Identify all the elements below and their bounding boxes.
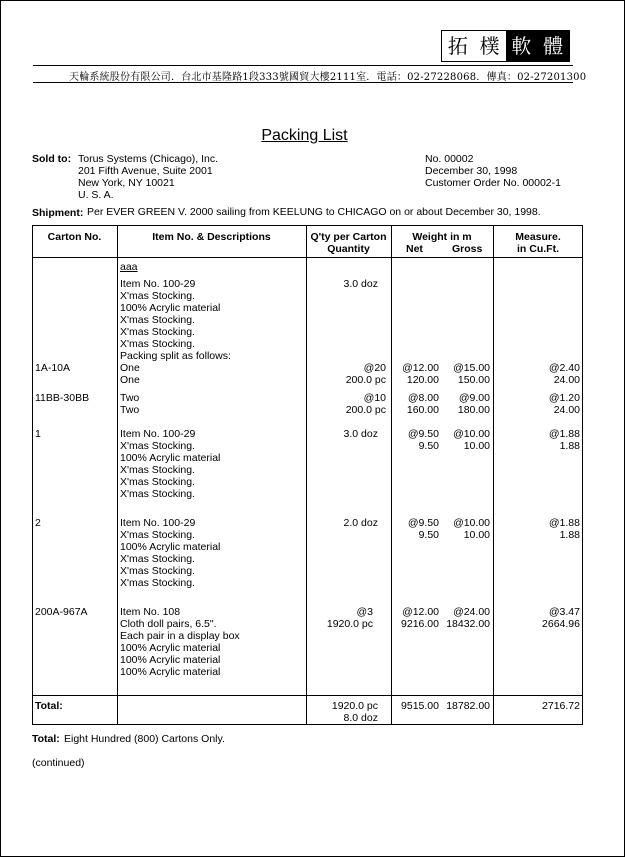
column-divider bbox=[306, 225, 307, 725]
header-weight: Weight in m bbox=[412, 231, 472, 243]
measure-line: 24.00 bbox=[553, 404, 580, 416]
column-divider bbox=[117, 225, 118, 725]
total-words-label: Total: bbox=[32, 733, 60, 745]
item-line: X'mas Stocking. bbox=[120, 290, 195, 302]
item-line: Item No. 100-29 bbox=[120, 428, 196, 440]
net-weight-line: 120.00 bbox=[406, 374, 439, 386]
item-line: 100% Acrylic material bbox=[120, 302, 221, 314]
item-description bbox=[120, 517, 220, 589]
net-weight-line: 9.50 bbox=[418, 529, 439, 541]
quantity-cell bbox=[306, 606, 373, 630]
net-weight-cell bbox=[391, 428, 439, 452]
item-line: X'mas Stocking. bbox=[120, 529, 195, 541]
shipment-label: Shipment: bbox=[32, 207, 84, 219]
item-line: X'mas Stocking. bbox=[120, 488, 195, 500]
item-line: X'mas Stocking. bbox=[120, 476, 195, 488]
item-line: 100% Acrylic material bbox=[120, 654, 221, 666]
header-qty-per-carton: Q'ty per Carton bbox=[310, 231, 387, 243]
header-cu-ft: in Cu.Ft. bbox=[517, 243, 559, 255]
total-words-text: Eight Hundred (800) Cartons Only. bbox=[64, 733, 225, 745]
gross-weight-cell bbox=[441, 392, 490, 416]
net-weight-line: @12.00 bbox=[402, 362, 439, 374]
sold-to-line: Torus Systems (Chicago), Inc. bbox=[78, 153, 219, 165]
continued-note: (continued) bbox=[32, 757, 85, 769]
document-title: Packing List bbox=[261, 127, 348, 144]
column-divider bbox=[493, 225, 494, 725]
header-rule-bottom bbox=[33, 82, 573, 83]
measure-line: 1.88 bbox=[559, 529, 580, 541]
document-info bbox=[425, 153, 561, 189]
shipment-text: Per EVER GREEN V. 2000 sailing from KEELUNG to CHICAGO on or about December 30, 1998. bbox=[87, 206, 541, 218]
quantity-cell bbox=[306, 392, 386, 416]
quantity-cell bbox=[306, 362, 386, 386]
measure-line: @1.88 bbox=[548, 517, 580, 529]
total-gross-weight: 18782.00 bbox=[446, 700, 490, 712]
item-line: X'mas Stocking. bbox=[120, 553, 195, 565]
net-weight-cell bbox=[391, 517, 439, 541]
quantity-cell: 3.0 doz bbox=[343, 428, 378, 440]
item-line: Two bbox=[120, 404, 140, 416]
shipping-mark: aaa bbox=[120, 261, 138, 273]
customer-order-number: Customer Order No. 00002-1 bbox=[425, 177, 561, 189]
total-quantity-line: 8.0 doz bbox=[343, 712, 378, 724]
gross-weight-line: @10.00 bbox=[453, 517, 490, 529]
gross-weight-line: 18432.00 bbox=[446, 618, 490, 630]
header-carton-no: Carton No. bbox=[47, 231, 102, 243]
gross-weight-line: 10.00 bbox=[463, 440, 490, 452]
item-line: X'mas Stocking. bbox=[120, 338, 195, 350]
measure-line: @3.47 bbox=[548, 606, 580, 618]
measure-line: @2.40 bbox=[548, 362, 580, 374]
item-line: 100% Acrylic material bbox=[120, 541, 221, 553]
net-weight-line: 9216.00 bbox=[401, 618, 439, 630]
logo-char-3: 軟 bbox=[506, 31, 538, 61]
measure-cell bbox=[493, 428, 580, 452]
quantity-line: 200.0 pc bbox=[345, 404, 386, 416]
logo-char-1: 拓 bbox=[447, 34, 468, 58]
carton-number: 1 bbox=[35, 428, 41, 440]
quantity-line: @20 bbox=[363, 362, 386, 374]
header-quantity: Quantity bbox=[327, 243, 370, 255]
net-weight-line: @9.50 bbox=[407, 428, 439, 440]
sold-to-address bbox=[78, 153, 218, 201]
measure-cell bbox=[493, 517, 580, 541]
measure-cell bbox=[493, 392, 580, 416]
net-weight-line: 160.00 bbox=[406, 404, 439, 416]
item-line: 100% Acrylic material bbox=[120, 666, 221, 678]
measure-line: @1.20 bbox=[548, 392, 580, 404]
gross-weight-cell bbox=[441, 428, 490, 452]
total-measure: 2716.72 bbox=[542, 700, 580, 712]
table-total-label: Total: bbox=[35, 700, 63, 712]
item-line: X'mas Stocking. bbox=[120, 314, 195, 326]
item-line: Item No. 100-29 bbox=[120, 517, 196, 529]
document-number: No. 00002 bbox=[425, 153, 474, 165]
gross-weight-line: @15.00 bbox=[453, 362, 490, 374]
sold-to-line: New York, NY 10021 bbox=[78, 177, 175, 189]
header-net: Net bbox=[406, 243, 423, 255]
net-weight-cell bbox=[391, 362, 439, 386]
item-line: Two bbox=[120, 392, 140, 404]
quantity-cell: 3.0 doz bbox=[343, 278, 378, 290]
measure-line: 1.88 bbox=[559, 440, 580, 452]
document-date: December 30, 1998 bbox=[425, 165, 518, 177]
header-item-descriptions: Item No. & Descriptions bbox=[152, 231, 271, 243]
carton-number: 11BB-30BB bbox=[35, 392, 90, 404]
gross-weight-line: 180.00 bbox=[457, 404, 490, 416]
quantity-cell: 2.0 doz bbox=[343, 517, 378, 529]
total-quantity-line: 1920.0 pc bbox=[331, 700, 378, 712]
header-row-divider bbox=[32, 257, 583, 258]
company-logo bbox=[441, 30, 570, 62]
item-line: 100% Acrylic material bbox=[120, 452, 221, 464]
total-row-divider bbox=[32, 695, 583, 696]
item-line: 100% Acrylic material bbox=[120, 642, 221, 654]
carton-number: 200A-967A bbox=[35, 606, 88, 618]
item-line: Each pair in a display box bbox=[120, 630, 240, 642]
quantity-line: 200.0 pc bbox=[345, 374, 386, 386]
measure-cell bbox=[493, 606, 580, 630]
sold-to-line: U. S. A. bbox=[78, 189, 114, 201]
logo-char-2: 樸 bbox=[479, 34, 500, 58]
item-description bbox=[120, 392, 139, 416]
header-measure: Measure. bbox=[515, 231, 561, 243]
carton-number: 2 bbox=[35, 517, 41, 529]
sold-to-label: Sold to: bbox=[32, 153, 72, 165]
net-weight-line: @9.50 bbox=[407, 517, 439, 529]
item-description bbox=[120, 362, 140, 386]
total-net-weight: 9515.00 bbox=[401, 700, 439, 712]
net-weight-cell bbox=[391, 392, 439, 416]
measure-line: 2664.96 bbox=[542, 618, 580, 630]
item-line: Item No. 100-29 bbox=[120, 278, 196, 290]
net-weight-line: 9.50 bbox=[418, 440, 439, 452]
net-weight-cell bbox=[391, 606, 439, 630]
item-line: X'mas Stocking. bbox=[120, 326, 195, 338]
item-line: Cloth doll pairs, 6.5". bbox=[120, 618, 217, 630]
gross-weight-cell bbox=[441, 606, 490, 630]
measure-cell bbox=[493, 362, 580, 386]
quantity-line: 1920.0 pc bbox=[326, 618, 373, 630]
gross-weight-cell bbox=[441, 517, 490, 541]
gross-weight-line: 150.00 bbox=[457, 374, 490, 386]
gross-weight-line: @9.00 bbox=[458, 392, 490, 404]
gross-weight-cell bbox=[441, 362, 490, 386]
net-weight-line: @8.00 bbox=[407, 392, 439, 404]
item-line: One bbox=[120, 374, 140, 386]
total-quantity bbox=[306, 700, 378, 724]
company-address-line: 天輪系統股份有限公司．台北市基隆路1段333號國貿大樓2111室．電話：02-27228068．傳真：02-27201300 bbox=[69, 72, 587, 83]
header-rule-top bbox=[33, 65, 573, 66]
carton-number: 1A-10A bbox=[35, 362, 71, 374]
item-line: X'mas Stocking. bbox=[120, 440, 195, 452]
quantity-line: @10 bbox=[363, 392, 386, 404]
gross-weight-line: @10.00 bbox=[453, 428, 490, 440]
item-description bbox=[120, 428, 220, 500]
item-line: Packing split as follows: bbox=[120, 350, 231, 362]
measure-line: @1.88 bbox=[548, 428, 580, 440]
gross-weight-line: @24.00 bbox=[453, 606, 490, 618]
item-line: One bbox=[120, 362, 140, 374]
item-line: X'mas Stocking. bbox=[120, 565, 195, 577]
item-description bbox=[120, 606, 240, 678]
item-line: X'mas Stocking. bbox=[120, 464, 195, 476]
header-gross: Gross bbox=[452, 243, 483, 255]
quantity-line: @3 bbox=[356, 606, 373, 618]
net-weight-line: @12.00 bbox=[402, 606, 439, 618]
item-description-block bbox=[120, 278, 231, 362]
sold-to-line: 201 Fifth Avenue, Suite 2001 bbox=[78, 165, 213, 177]
packing-table bbox=[32, 225, 583, 725]
column-divider bbox=[391, 225, 392, 725]
item-line: X'mas Stocking. bbox=[120, 577, 195, 589]
measure-line: 24.00 bbox=[553, 374, 580, 386]
item-line: Item No. 108 bbox=[120, 606, 181, 618]
logo-char-4: 體 bbox=[537, 31, 569, 61]
gross-weight-line: 10.00 bbox=[463, 529, 490, 541]
